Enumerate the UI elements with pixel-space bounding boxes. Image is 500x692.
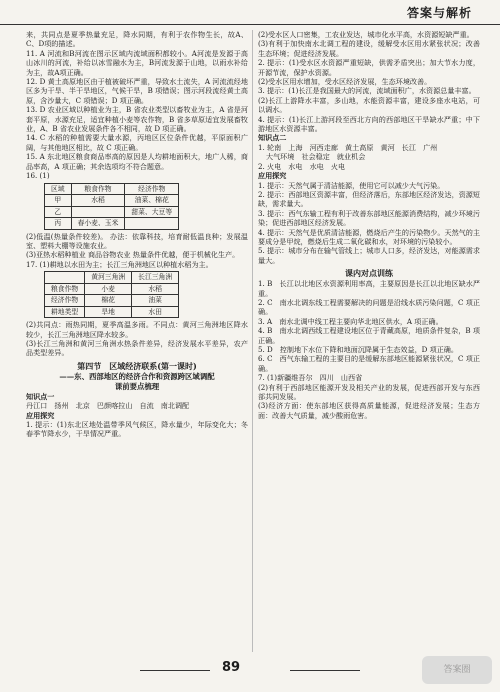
- table-cell: 水田: [132, 306, 179, 318]
- text-line: 16. (1): [26, 171, 50, 181]
- page-number: 89: [222, 660, 241, 675]
- right-column: [258, 30, 480, 420]
- text-line: (2)有利于西部地区能源开发及相关产业的发展，促进西部开发与东西部共同发展。: [258, 382, 480, 402]
- table-cell: [125, 218, 179, 230]
- text-line: 7. (1)新疆维吾尔 四川 山西省: [258, 373, 363, 383]
- table-cell: [71, 206, 125, 218]
- table-header: 区域: [45, 183, 72, 195]
- text-line: 3. A 南水北调中线工程主要向华北地区供水，A 项正确。: [258, 316, 443, 326]
- page-header: [0, 0, 500, 25]
- knowledge-heading: 知识点一: [26, 391, 55, 401]
- text-line: (2)受水区人口密集，工农业发达，城市化水平高，水资源短缺严重。: [258, 30, 474, 39]
- text-line: 13. D 农业区域以种植业为主，B 省农业类型以畜牧业为主，A 省是河套平原，水源充足，适宜种植小麦等农作物，B 省多草原适宜发展畜牧业，A、B 省农业发展条件各不相同，故 D 项正确。: [26, 105, 248, 134]
- footer-rule-left: [140, 670, 210, 671]
- table-row: [45, 295, 179, 307]
- text-line: 5. D 控制地下水位下降和地面沉降属于生态效益，D 项正确。: [258, 345, 458, 354]
- table-header: 长江三角洲: [132, 272, 179, 284]
- text-line: 4. 提示：天然气是优质清洁能源，燃烧后产生的污染物少。天然气的主要成分是甲烷，燃烧后生成二氧化碳和水，对环境的污染较小。: [258, 227, 480, 246]
- text-line: 4. 提示：(1)长江上游河段至西北方向的西部地区干旱缺水严重；中下游地区水资源丰富。: [258, 114, 480, 134]
- table-row: [45, 306, 179, 318]
- text-line: (2)共同点：雨热同期，夏季高温多雨。不同点：黄河三角洲地区降水较少，长江三角洲地区降水较多。: [26, 320, 248, 339]
- text-line: 11. A 河流和B河流在图示区域内流域面积都较小。A河流是发源于高山冰川的河流，补给以冰雪融水为主，B河流发源于山地，以雨水补给为主，故A项正确。: [26, 48, 248, 77]
- text-line: (2)长江上游降水丰富，多山地，水能资源丰富，建设多座水电站，可以调水。: [258, 95, 480, 115]
- table-cell: 水稻: [71, 195, 125, 207]
- table-cell: 甜菜、大豆等: [125, 206, 179, 218]
- table-row: [45, 206, 179, 218]
- text-line: 1. 轮南 上海 河西走廊 黄土高原 黄河 长江 广州: [258, 142, 438, 152]
- text-line: 3. 提示：西气东输工程有利于改善东部地区能源消费结构，减少环境污染；促进西部地区经济发展。: [258, 208, 480, 228]
- table-cell: 油菜、棉花: [125, 195, 179, 207]
- text-line: 12. D 黄土高原地区由于植被破坏严重，导致水土流失，A 河流流经地区多为干旱、半干旱地区，气候干旱，B 项错误；图示河段流经黄土高原，含沙量大，C 项错误；D 项正确。: [26, 77, 248, 105]
- practice-title: 课内对点训练: [345, 268, 393, 279]
- table-row: [45, 283, 179, 295]
- table-row: [45, 195, 179, 207]
- table-cell: 油菜: [132, 295, 179, 307]
- text-line: 15. A 东北地区粮食商品率高的原因是人均耕地面积大，地广人稀，商品率高，A 项正确；其余选项均不符合题意。: [26, 152, 248, 171]
- table-row: [45, 218, 179, 230]
- text-line: 2. 火电 水电 水电 火电: [258, 161, 346, 171]
- text-line: 14. C 水稻的种植需要大量水源，丙地区区位条件优越，平原面积广阔，与其他地区相比，故 C 项正确。: [26, 133, 248, 152]
- explore-heading: 应用探究: [26, 410, 55, 420]
- text-line: 丹江口 扬州 北京 巴颜喀拉山 自流 南北调配: [26, 401, 190, 411]
- text-line: 2. C 南水北调东线工程需要解决的问题是沿线水质污染问题，C 项正确。: [258, 297, 480, 317]
- watermark-logo: 答案圈: [422, 656, 492, 684]
- text-line: 3. 提示：(1)长江是我国最大的河流，流域面积广，水资源总量丰富。: [258, 86, 476, 96]
- table-cell: 乙: [45, 206, 72, 218]
- text-line: (2)受水区用水增加，受水区经济发展，生态环境改善。: [258, 77, 432, 87]
- table-header: [45, 272, 85, 284]
- text-line: 17. (1)耕地以水田为主；长江三角洲地区以种植水稻为主。: [26, 259, 213, 269]
- explore-heading: 应用探究: [258, 171, 287, 181]
- text-line: (2)低温(热量条件较差)。 办法：依靠科技，培育耐低温良种；发展温室、塑料大棚等设施农业。: [26, 231, 248, 250]
- table-cell: 丙: [45, 218, 72, 230]
- section-title: 第四节 区域经济联系(第一课时): [77, 360, 197, 371]
- table-header: 经济作物: [125, 183, 179, 195]
- header-title: 答案与解析: [406, 6, 472, 20]
- table-cell: 水稻: [132, 283, 179, 295]
- text-line: 2. 提示：(1)受水区水资源严重短缺，供需矛盾突出；加大节水力度，开源节流，保护水资源。: [258, 58, 480, 77]
- table-header: 粮食作物: [71, 183, 125, 195]
- section-subheading: 课前要点梳理: [114, 381, 160, 391]
- table-cell: 粮食作物: [45, 283, 85, 295]
- knowledge-heading: 知识点二: [258, 133, 287, 143]
- left-column: [26, 30, 248, 439]
- text-line: 来，共同点是夏季热量充足，降水同期，有利于农作物生长，故A、C、D项的描述。: [26, 30, 248, 49]
- answer-table-17: [44, 271, 179, 318]
- section-subtitle: ——东、西部地区的经济合作和资源跨区域调配: [59, 371, 215, 381]
- table-cell: 甲: [45, 195, 72, 207]
- column-divider: [252, 30, 253, 652]
- table-header: 黄河三角洲: [85, 272, 132, 284]
- text-line: (3)经济方面：使东部地区获得高质量能源，促进经济发展；生态方面：改善大气质量，减少酸雨危害。: [258, 401, 480, 420]
- text-line: (3)亚热水稻种植业 商品谷物农业 热量条件优越，便于机械化生产。: [26, 250, 240, 260]
- text-line: 5. 提示：城市分布在输气管线上；城市人口多，经济发达，对能源需求量大。: [258, 246, 480, 265]
- text-line: 2. 提示：西部地区资源丰富，但经济落后，东部地区经济发达，资源短缺，需求量大。: [258, 189, 480, 209]
- table-cell: 旱地: [85, 306, 132, 318]
- text-line: 1. B 长江以北地区水资源利用率高，主要原因是长江以北地区缺水严重。: [258, 279, 480, 298]
- table-cell: 春小麦、玉米: [71, 218, 125, 230]
- text-line: (3)长江三角洲和黄河三角洲水热条件差异，经济发展水平差异，农产品类型差异。: [26, 338, 248, 358]
- text-line: (3)有利于加快南水北调工程的建设，缓解受水区用水紧张状况；改善生态环境；促进经济发展。: [258, 39, 480, 58]
- table-cell: 棉花: [85, 295, 132, 307]
- table-cell: 经济作物: [45, 295, 85, 307]
- text-line: 1. 提示：(1)东北区地处温带季风气候区，降水量少，年际变化大；冬春季节降水少，干旱情况严重。: [26, 419, 248, 439]
- text-line: 4. B 南水北调西线工程建设地区位于青藏高原，地质条件复杂，B 项正确。: [258, 326, 480, 345]
- table-cell: 小麦: [85, 283, 132, 295]
- answer-table-16: [44, 183, 179, 230]
- table-cell: 耕地类型: [45, 306, 85, 318]
- text-line: 6. C 西气东输工程的主要目的是缓解东部地区能源紧张状况，C 项正确。: [258, 354, 480, 373]
- footer-rule-right: [290, 670, 360, 671]
- text-line: 大气环境 社会稳定 就业机会: [266, 152, 366, 162]
- text-line: 1. 提示：天然气属于清洁能源，使用它可以减少大气污染。: [258, 180, 445, 190]
